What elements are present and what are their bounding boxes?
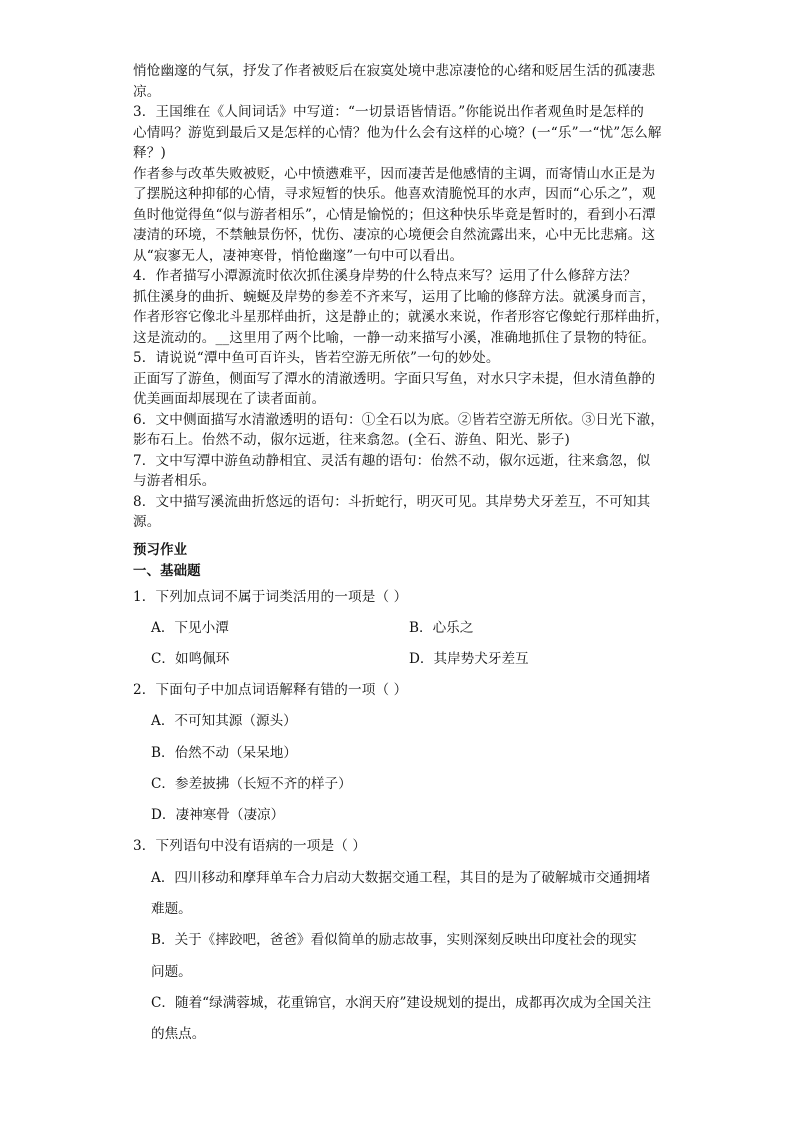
text-line: 凉。	[133, 83, 161, 100]
text-line: 优美画面却展现在了读者面前。	[133, 391, 326, 407]
text-line: 6．文中侧面描写水清澈透明的语句：①全石以为底。②皆若空游无所依。③日光下澈，	[133, 411, 665, 428]
question-2-stem: 2．下面句子中加点词语解释有错的一项（ ）	[133, 682, 408, 698]
question-3-option-b-line-2: 问题。	[151, 964, 192, 980]
question-3-option-c-line-2: 的焦点。	[151, 1026, 206, 1042]
text-line: 心情吗？游览到最后又是怎样的心情？他为什么会有这样的心境？(一“乐”一“忧”怎么解	[133, 124, 662, 141]
text-line: 与游者相乐。	[133, 473, 216, 489]
question-2-option-a: A．不可知其源（源头）	[151, 713, 297, 729]
question-1-option-d: D．其岸势犬牙差互	[409, 651, 529, 667]
text-line: 释？)	[133, 145, 166, 161]
text-line: 悄怆幽邃的气氛，抒发了作者被贬后在寂寞处境中悲凉凄怆的心绪和贬居生活的孤凄悲	[133, 63, 656, 79]
question-3-option-b-line-1: B．关于《摔跤吧，爸爸》看似简单的励志故事，实则深刻反映出印度社会的现实	[151, 932, 637, 948]
question-1-option-c: C．如鸣佩环	[151, 651, 230, 667]
question-2-option-c: C．参差披拂（长短不齐的样子）	[151, 776, 352, 792]
text-line: 作者形容它像北斗星那样曲折，这是静止的；就溪水来说，作者形容它像蛇行那样曲折，	[133, 309, 670, 325]
text-line: 3．王国维在《人间词话》中写道：“一切景语皆情语。”你能说出作者观鱼时是怎样的	[133, 104, 644, 120]
text-line: 8．文中描写溪流曲折悠远的语句：斗折蛇行，明灭可见。其岸势犬牙差互，不可知其	[133, 493, 651, 510]
text-line: 7．文中写潭中游鱼动静相宜、灵活有趣的语句：佁然不动，俶尔远逝，往来翕忽，似	[133, 452, 651, 469]
question-2-option-d: D．凄神寒骨（凄凉）	[151, 807, 285, 823]
question-2-option-b: B．佁然不动（呆呆地）	[151, 745, 297, 761]
question-3-stem: 3．下列语句中没有语病的一项是（ ）	[133, 838, 367, 854]
text-line: 4．作者描写小潭源流时依次抓住溪身岸势的什么特点来写？运用了什么修辞方法？	[133, 268, 637, 284]
text-line: 正面写了游鱼，侧面写了潭水的清澈透明。字面只写鱼，对水只字未提，但水清鱼静的	[133, 370, 656, 387]
question-1-option-a: A．下见小潭	[151, 620, 229, 636]
question-3-option-c-line-1: C．随着“绿满蓉城，花重锦官，水润天府”建设规划的提出，成都再次成为全国关注	[151, 995, 652, 1011]
question-1-option-b: B．心乐之	[409, 620, 474, 636]
text-line: 鱼时他觉得鱼“似与游者相乐”，心情是愉悦的；但这种快乐毕竟是暂时的，看到小石潭	[133, 206, 656, 223]
section-title: 一、基础题	[133, 564, 201, 579]
text-line: 源。	[133, 514, 161, 530]
text-line: 从“寂寥无人，凄神寒骨，悄怆幽邃”一句中可以看出。	[133, 247, 464, 264]
text-line: 了摆脱这种抑郁的心情，寻求短暂的快乐。他喜欢清脆悦耳的水声，因而“心乐之”，观	[133, 186, 656, 202]
text-line: 这是流动的。__这里用了两个比喻，一静一动来描写小溪，准确地抓住了景物的特征。	[133, 329, 656, 346]
text-line: 5．请说说“潭中鱼可百许头，皆若空游无所依”一句的妙处。	[133, 350, 500, 366]
preview-title: 预习作业	[133, 543, 188, 558]
text-line: 抓住溪身的曲折、蜿蜒及岸势的参差不齐来写，运用了比喻的修辞方法。就溪身而言，	[133, 288, 656, 305]
text-line: 作者参与改革失败被贬，心中愤懑难平，因而凄苦是他感情的主调，而寄情山水正是为	[133, 165, 656, 182]
text-line: 凄清的环境，不禁触景伤怀，忧伤、凄凉的心境便会自然流露出来，心中无比悲痛。这	[133, 227, 656, 243]
question-3-option-a-line-2: 难题。	[151, 901, 192, 917]
question-3-option-a-line-1: A．四川移动和摩拜单车合力启动大数据交通工程，其目的是为了破解城市交通拥堵	[151, 870, 651, 886]
question-1-stem: 1．下列加点词不属于词类活用的一项是（ ）	[133, 589, 408, 605]
text-line: 影布石上。佁然不动，俶尔远逝，往来翕忽。(全石、游鱼、阳光、影子)	[133, 432, 570, 448]
